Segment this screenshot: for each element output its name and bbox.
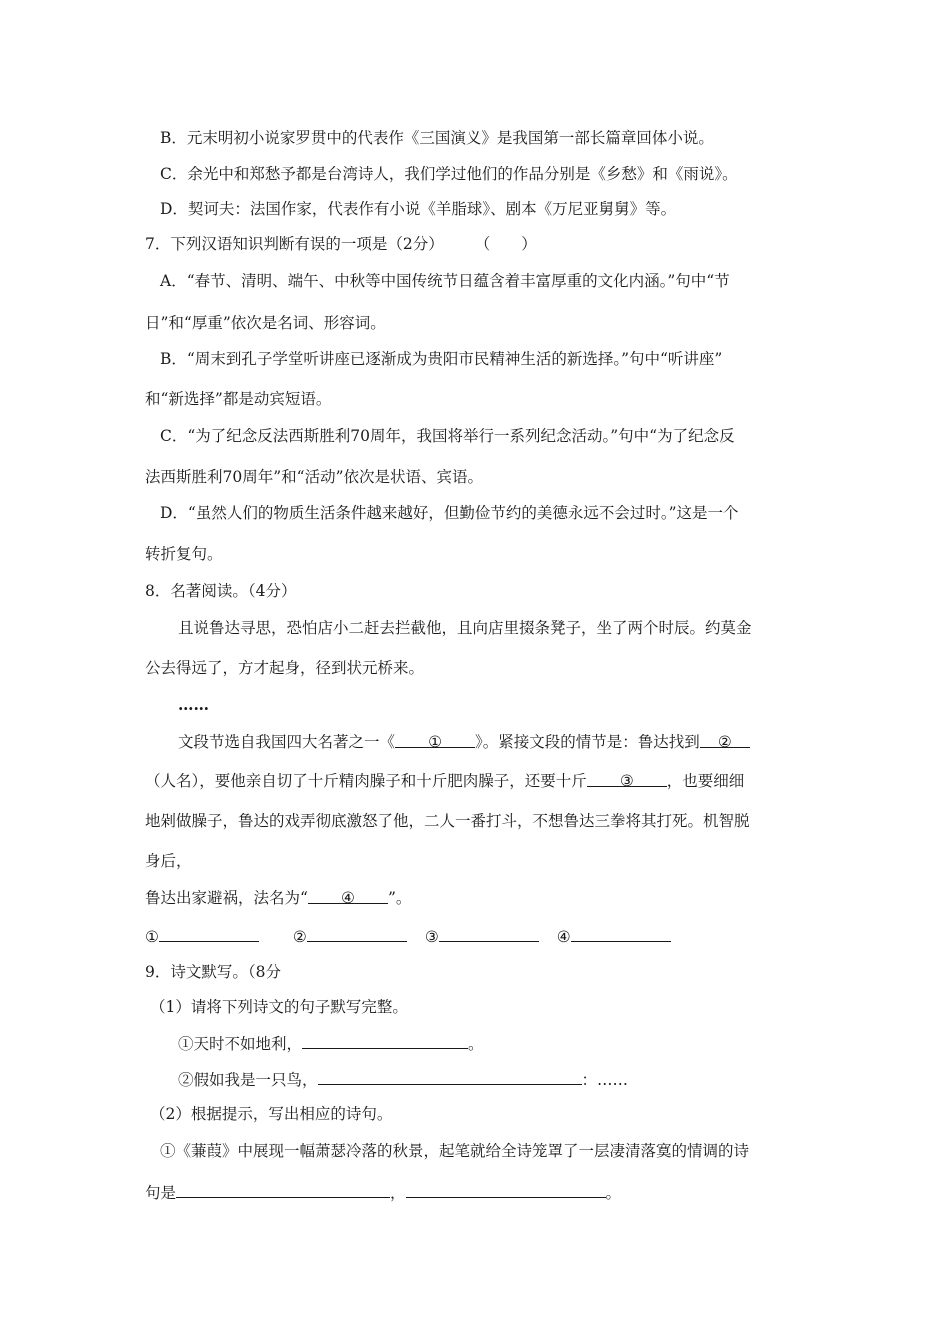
q8-text-1b: 》。紧接文段的情节是：鲁达找到 bbox=[475, 733, 700, 751]
answer-label-3: ③ bbox=[424, 928, 439, 946]
answer-label-2: ② bbox=[292, 928, 307, 946]
q9-hint-line1: ①《蒹葭》中展现一幅萧瑟冷落的秋景，起笔就给全诗笼罩了一层凄清落寞的情调的诗 bbox=[160, 1142, 750, 1160]
q7-option-c-line1: C．“为了纪念反法西斯胜利70周年，我国将举行一系列纪念活动。”句中“为了纪念反 bbox=[160, 427, 735, 445]
q9-part1: （1）请将下列诗文的句子默写完整。 bbox=[150, 998, 408, 1016]
answer-blank-2[interactable] bbox=[307, 925, 407, 942]
q9-line2-end: ：…… bbox=[581, 1071, 629, 1089]
q8-text-2a: （人名），要他亲自切了十斤精肉臊子和十斤肥肉臊子，还要十斤 bbox=[145, 772, 587, 790]
q9-hint-line2 bbox=[145, 1181, 621, 1204]
answer-blank-3[interactable] bbox=[439, 925, 539, 942]
answer-blank-1[interactable] bbox=[159, 925, 259, 942]
q8-passage-line2: 公去得远了，方才起身，径到状元桥来。 bbox=[145, 659, 425, 677]
q6-option-c: C．余光中和郑愁予都是台湾诗人，我们学过他们的作品分别是《乡愁》和《雨说》。 bbox=[160, 165, 738, 183]
q9-line2-prompt: ②假如我是一只鸟， bbox=[178, 1071, 318, 1089]
poem-blank-2[interactable] bbox=[318, 1068, 582, 1085]
blank-2-mark: ② bbox=[717, 733, 732, 751]
q9-hint-end: 。 bbox=[605, 1184, 622, 1202]
blank-4-mark: ④ bbox=[340, 889, 355, 907]
q8-question-line2 bbox=[145, 770, 744, 792]
q7-stem: 7．下列汉语知识判断有误的一项是（2分） （ ） bbox=[145, 235, 537, 253]
q6-option-d: D．契诃夫：法国作家，代表作有小说《羊脂球》、剧本《万尼亚舅舅》等。 bbox=[160, 200, 677, 218]
q8-text-2b: ，也要细细 bbox=[666, 772, 745, 790]
answer-label-4: ④ bbox=[556, 928, 571, 946]
q7-option-b-line2: 和“新选择”都是动宾短语。 bbox=[145, 390, 332, 408]
blank-4[interactable] bbox=[308, 887, 388, 907]
q8-passage-line1: 且说鲁达寻思，恐怕店小二赶去拦截他，且向店里掇条凳子，坐了两个时辰。约莫金 bbox=[178, 619, 752, 637]
q7-option-d-line1: D．“虽然人们的物质生活条件越来越好，但勤俭节约的美德永远不会过时。”这是一个 bbox=[160, 504, 739, 522]
poem-blank-1[interactable] bbox=[302, 1032, 468, 1049]
q9-stem: 9．诗文默写。（8分 bbox=[145, 963, 281, 981]
q6-option-b: B．元末明初小说家罗贯中的代表作《三国演义》是我国第一部长篇章回体小说。 bbox=[160, 129, 714, 147]
blank-1-mark: ① bbox=[428, 733, 442, 751]
q8-text-5b: ”。 bbox=[387, 889, 412, 907]
q8-question-line1 bbox=[178, 731, 750, 753]
q8-question-line5 bbox=[145, 887, 411, 909]
q8-answer-row bbox=[145, 925, 671, 948]
q9-part2: （2）根据提示，写出相应的诗句。 bbox=[150, 1105, 393, 1123]
blank-3-mark: ③ bbox=[619, 772, 634, 790]
blank-3[interactable] bbox=[587, 770, 667, 790]
q7-option-d-line2: 转折复句。 bbox=[145, 545, 223, 563]
answer-blank-4[interactable] bbox=[571, 925, 671, 942]
q7-option-a-line1: A．“春节、清明、端午、中秋等中国传统节日蕴含着丰富厚重的文化内涵。”句中“节 bbox=[160, 272, 730, 290]
q7-option-a-line2: 日”和“厚重”依次是名词、形容词。 bbox=[145, 314, 386, 332]
q8-text-5a: 鲁达出家避祸，法名为“ bbox=[145, 889, 308, 907]
q7-option-c-line2: 法西斯胜利70周年”和“活动”依次是状语、宾语。 bbox=[145, 468, 483, 486]
q8-ellipsis: …… bbox=[178, 695, 209, 714]
blank-1[interactable] bbox=[395, 731, 475, 751]
q7-option-b-line1: B．“周末到孔子学堂听讲座已逐渐成为贵阳市民精神生活的新选择。”句中“听讲座” bbox=[160, 350, 723, 368]
q8-stem: 8．名著阅读。（4分） bbox=[145, 582, 297, 600]
q9-line1-prompt: ①天时不如地利， bbox=[178, 1035, 303, 1053]
blank-2[interactable] bbox=[700, 731, 750, 751]
q8-question-line4: 身后， bbox=[145, 852, 192, 870]
q8-text-1a: 文段节选自我国四大名著之一《 bbox=[178, 733, 396, 751]
q9-line2 bbox=[178, 1068, 628, 1091]
q9-hint-prefix: 句是 bbox=[145, 1184, 177, 1202]
q8-question-line3: 地剁做臊子，鲁达的戏弄彻底激怒了他，二人一番打斗，不想鲁达三拳将其打死。机智脱 bbox=[145, 812, 750, 830]
q9-line1-end: 。 bbox=[468, 1035, 484, 1053]
q9-hint-comma: ， bbox=[390, 1184, 406, 1202]
poem-blank-4[interactable] bbox=[406, 1181, 606, 1198]
q9-line1 bbox=[178, 1032, 484, 1055]
poem-blank-3[interactable] bbox=[176, 1181, 390, 1198]
answer-label-1: ① bbox=[145, 928, 159, 946]
